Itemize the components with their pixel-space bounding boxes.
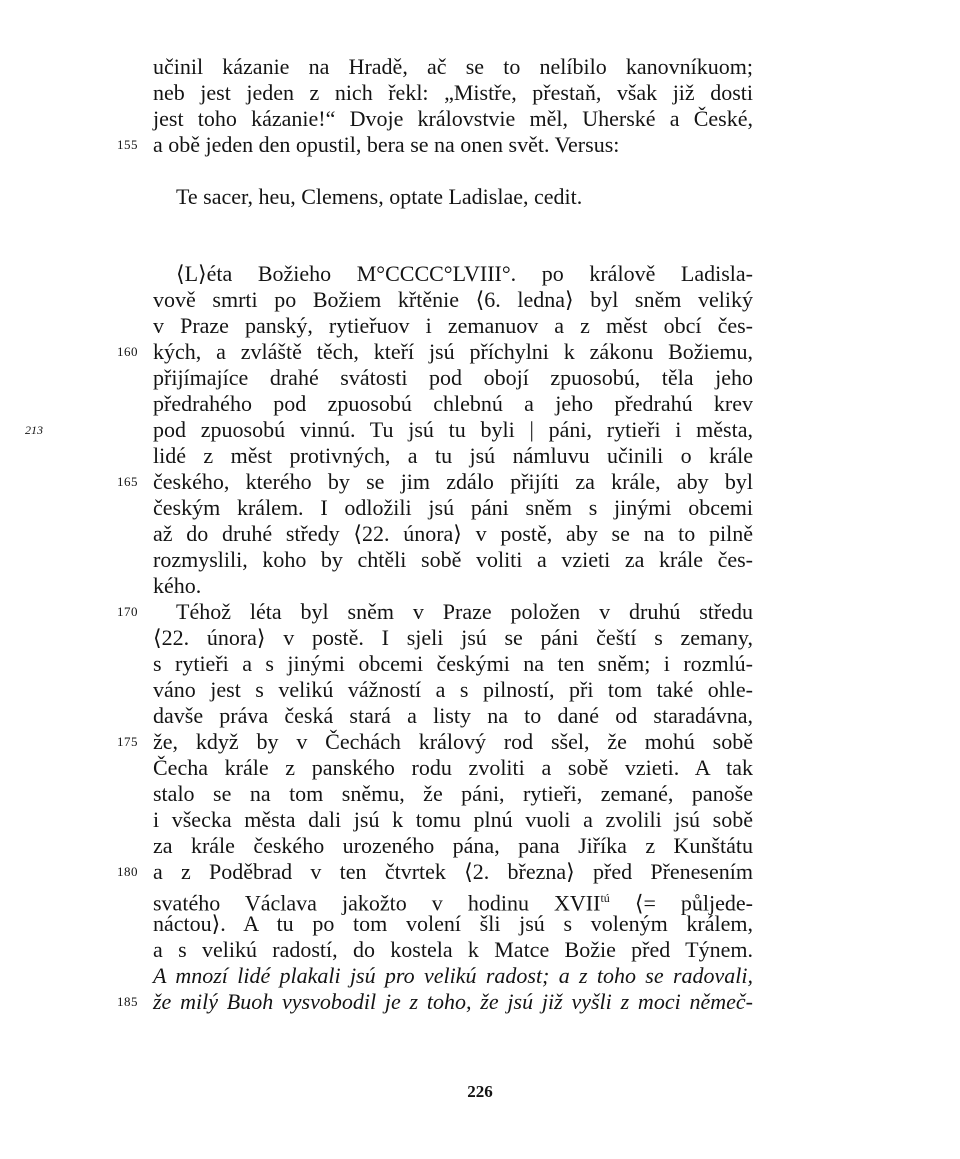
text-line: Téhož léta byl sněm v Praze položen v druhú středu xyxy=(176,599,753,624)
line-number: 160 xyxy=(117,344,138,359)
text-line: náctou⟩. A tu po tom volení šli jsú s voleným králem, xyxy=(153,911,753,936)
text-line-part: ⟨= půljede- xyxy=(609,890,753,916)
text-line: učinil kázanie na Hradě, ač se to nelíbilo kanovníkuom; xyxy=(153,54,753,79)
line-number: 175 xyxy=(117,734,138,749)
text-line: předrahého pod zpuosobú chlebnú a jeho předrahú krev xyxy=(153,391,753,416)
text-line: jest toho kázanie!“ Dvoje královstvie měl, Uherské a České, xyxy=(153,106,753,131)
text-line: přijímajíce drahé svátosti pod obojí zpuosobú, těla jeho xyxy=(153,365,753,390)
line-number: 180 xyxy=(117,864,138,879)
text-line: i všecka města dali jsú k tomu plnú vuoli a zvolili jsú sobě xyxy=(153,807,753,832)
line-number: 155 xyxy=(117,137,138,152)
text-line: stalo se na tom sněmu, že páni, rytieři, zemané, panoše xyxy=(153,781,753,806)
text-line: a s velikú radostí, do kostela k Matce Božie před Týnem. xyxy=(153,937,753,962)
text-line-with-superscript xyxy=(153,885,753,916)
text-line: až do druhé středy ⟨22. února⟩ v postě, aby se na to pilně xyxy=(153,521,753,546)
margin-page-reference: 213 xyxy=(25,423,43,437)
text-line: a obě jeden den opustil, bera se na onen svět. Versus: xyxy=(153,132,620,157)
italic-text-line: že milý Buoh vysvobodil je z toho, že jsú již vyšli z moci němeč- xyxy=(153,989,753,1014)
text-line: lidé z měst protivných, a tu jsú námluvu učinili o krále xyxy=(153,443,753,468)
line-number: 185 xyxy=(117,994,138,1009)
verse-line: Te sacer, heu, Clemens, optate Ladislae, cedit. xyxy=(176,184,583,209)
text-line: vově smrti po Božiem křtěnie ⟨6. ledna⟩ byl sněm veliký xyxy=(153,287,753,312)
text-line: českým králem. I odložili jsú páni sněm s jinými obcemi xyxy=(153,495,753,520)
text-line: a z Poděbrad v ten čtvrtek ⟨2. března⟩ před Přenesením xyxy=(153,859,753,884)
text-line: Čecha krále z panského rodu zvoliti a sobě vzieti. A tak xyxy=(153,755,753,780)
text-line: s rytieři a s jinými obcemi českými na ten sněm; i rozmlú- xyxy=(153,651,753,676)
superscript: tú xyxy=(600,891,610,905)
line-number: 165 xyxy=(117,474,138,489)
text-line: českého, kterého by se jim zdálo přijíti za krále, aby byl xyxy=(153,469,753,494)
text-line: rozmyslili, koho by chtěli sobě voliti a vzieti za krále čes- xyxy=(153,547,753,572)
text-line: v Praze panský, rytieřuov i zemanuov a z měst obcí čes- xyxy=(153,313,753,338)
text-line: ⟨L⟩éta Božieho M°CCCC°LVIII°. po králově Ladisla- xyxy=(176,261,753,286)
italic-text-line: A mnozí lidé plakali jsú pro velikú radost; a z toho se radovali, xyxy=(153,963,753,988)
text-line: davše práva česká stará a listy na to dané od staradávna, xyxy=(153,703,753,728)
text-line: za krále českého urozeného pána, pana Jiříka z Kunštátu xyxy=(153,833,753,858)
text-line-part: svatého Václava jakožto v hodinu XVII xyxy=(153,890,601,916)
line-number: 170 xyxy=(117,604,138,619)
text-line: neb jest jeden z nich řekl: „Mistře, přestaň, však již dosti xyxy=(153,80,753,105)
page-number: 226 xyxy=(467,1082,493,1101)
text-line: že, když by v Čechách králový rod sšel, že mohú sobě xyxy=(153,729,753,754)
text-line: ⟨22. února⟩ v postě. I sjeli jsú se páni čeští s zemany, xyxy=(153,625,753,650)
text-line: kého. xyxy=(153,573,202,598)
text-line: pod zpuosobú vinnú. Tu jsú tu byli | páni, rytieři i města, xyxy=(153,417,753,442)
text-line: kých, a zvláště těch, kteří jsú příchylni k zákonu Božiemu, xyxy=(153,339,753,364)
text-line: váno jest s velikú vážností a s pilností, při tom také ohle- xyxy=(153,677,753,702)
